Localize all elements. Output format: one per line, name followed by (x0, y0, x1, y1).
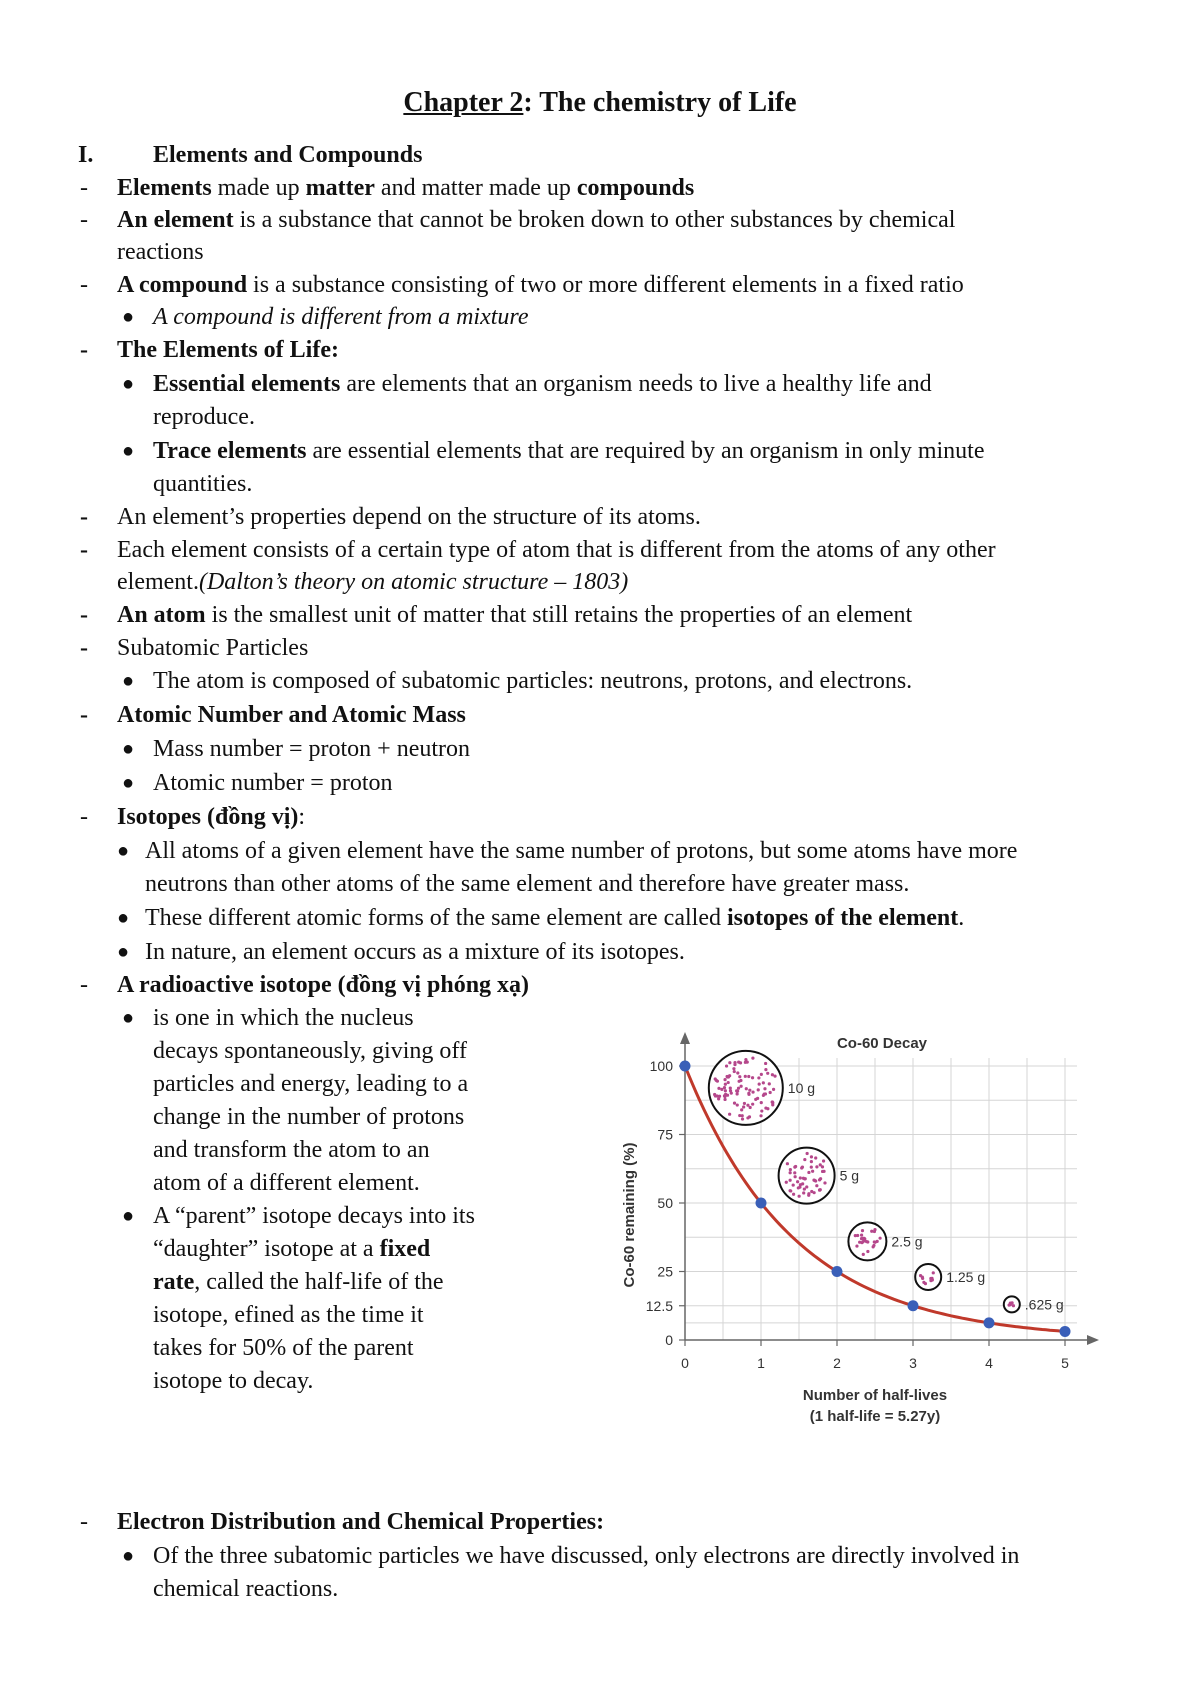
y-axis-arrow (680, 1032, 690, 1044)
sample-dot (815, 1184, 818, 1187)
sample-dot (733, 1061, 736, 1064)
bullet-nucleus-decay-line3: particles and energy, leading to a (153, 1071, 469, 1097)
sample-dot (738, 1080, 741, 1083)
x-axis-label-note: (1 half-life = 5.27y) (809, 1408, 941, 1425)
bullet-half-life-line1: A “parent” isotope decays into its (153, 1203, 475, 1229)
sample-dot (1012, 1304, 1015, 1307)
sample-dot (742, 1105, 745, 1108)
bullet-essential-elements-cont: reproduce. (153, 404, 255, 430)
dash-marker: - (80, 804, 88, 830)
bullet-marker: ● (122, 306, 135, 328)
paragraph-element-definition-cont: reactions (117, 239, 204, 265)
sample-dot (932, 1271, 935, 1274)
sample-dot (757, 1088, 760, 1091)
sample-dot (801, 1182, 804, 1185)
bullet-nucleus-decay-line6: atom of a different element. (153, 1170, 420, 1196)
data-point (756, 1198, 767, 1209)
sample-dot (760, 1109, 763, 1112)
heading-electron-distribution: Electron Distribution and Chemical Properties: (117, 1509, 605, 1535)
section-heading: Elements and Compounds (153, 142, 423, 168)
bullet-nucleus-decay-line5: and transform the atom to an (153, 1137, 430, 1163)
sample-dot (764, 1068, 767, 1071)
sample-circle (779, 1148, 859, 1204)
sample-circle (848, 1222, 922, 1260)
sample-dot (751, 1103, 754, 1106)
sample-dot (747, 1092, 750, 1095)
sample-dot (748, 1115, 751, 1118)
bullet-nucleus-decay-line1: is one in which the nucleus (153, 1005, 414, 1031)
sample-dot (733, 1070, 736, 1073)
sample-dot (751, 1090, 754, 1093)
dash-marker: - (80, 175, 88, 201)
sample-dot (810, 1160, 813, 1163)
data-point (908, 1300, 919, 1311)
bullet-half-life-line3: rate, called the half-life of the (153, 1269, 444, 1295)
sample-dot (866, 1240, 869, 1243)
sample-dot (772, 1088, 775, 1091)
paragraph-dalton: Each element consists of a certain type of atom that is different from the atoms of any other (117, 537, 996, 563)
sample-dot (740, 1085, 743, 1088)
sample-dot (860, 1234, 863, 1237)
dash-marker: - (80, 337, 88, 363)
data-point (832, 1266, 843, 1277)
sample-dot (873, 1230, 876, 1233)
sample-label: 10 g (787, 1079, 816, 1096)
dash-marker: - (80, 207, 88, 233)
paragraph-atom-definition: An atom is the smallest unit of matter that still retains the properties of an element (117, 602, 913, 628)
sample-dot (732, 1067, 735, 1070)
sample-dot (717, 1087, 720, 1090)
sample-dot (854, 1234, 857, 1237)
sample-dot (822, 1170, 825, 1173)
sample-dot (723, 1098, 726, 1101)
sample-dot (720, 1088, 723, 1091)
sample-dot (736, 1090, 739, 1093)
sample-dot (802, 1177, 805, 1180)
sample-dot (759, 1114, 762, 1117)
section-numeral: I. (78, 142, 94, 168)
sample-dot (763, 1087, 766, 1090)
sample-dot (768, 1082, 771, 1085)
sample-dot (866, 1250, 869, 1253)
sample-dot (794, 1175, 797, 1178)
paragraph-elements: Elements made up matter and matter made up compounds (117, 175, 695, 201)
sample-dot (733, 1102, 736, 1105)
sample-dot (792, 1183, 795, 1186)
bullet-nucleus-decay-line2: decays spontaneously, giving off (153, 1038, 467, 1064)
sample-dot (806, 1152, 809, 1155)
sample-dot (805, 1185, 808, 1188)
sample-dot (758, 1082, 761, 1085)
dash-marker: - (80, 537, 88, 563)
sample-label: 5 g (839, 1167, 860, 1184)
sample-dot (736, 1103, 739, 1106)
bullet-trace-elements-cont: quantities. (153, 471, 253, 497)
sample-dot (771, 1103, 774, 1106)
sample-dot (803, 1187, 806, 1190)
sample-dot (811, 1170, 814, 1173)
sample-dot (766, 1107, 769, 1110)
sample-dot (789, 1168, 792, 1171)
sample-dot (762, 1081, 765, 1084)
bullet-marker: ● (122, 670, 135, 692)
sample-dot (741, 1114, 744, 1117)
sample-dot (760, 1101, 763, 1104)
sample-dot (724, 1083, 727, 1086)
sample-dot (822, 1159, 825, 1162)
sample-dot (766, 1072, 769, 1075)
bullet-electrons-involved: Of the three subatomic particles we have discussed, only electrons are directly involved in (153, 1543, 1020, 1569)
sample-dot (789, 1171, 792, 1174)
bullet-marker: ● (117, 907, 130, 929)
dash-marker: - (80, 1509, 88, 1535)
sample-label: .625 g (1024, 1296, 1064, 1313)
bullet-half-life-line4: isotope, efined as the time it (153, 1302, 424, 1328)
sample-dot (792, 1193, 795, 1196)
sample-dot (728, 1061, 731, 1064)
sample-dot (1007, 1303, 1010, 1306)
sample-dot (729, 1089, 732, 1092)
paragraph-dalton-cont: element.(Dalton’s theory on atomic structure – 1803) (117, 569, 629, 595)
sample-dot (764, 1062, 767, 1065)
sample-dot (823, 1181, 826, 1184)
sample-dot (771, 1073, 774, 1076)
sample-dot (861, 1237, 864, 1240)
y-tick-label: 100 (649, 1058, 673, 1074)
bullet-marker: ● (122, 738, 135, 760)
sample-dot (785, 1181, 788, 1184)
sample-dot (714, 1077, 717, 1080)
x-tick-label: 5 (1061, 1355, 1069, 1371)
y-tick-label: 75 (657, 1126, 673, 1143)
dash-marker: - (80, 504, 88, 530)
sample-dot (807, 1192, 810, 1195)
sample-dot (818, 1188, 821, 1191)
bullet-mass-number: Mass number = proton + neutron (153, 736, 471, 762)
sample-dot (803, 1158, 806, 1161)
sample-dot (738, 1075, 741, 1078)
sample-dot (726, 1075, 729, 1078)
sample-dot (821, 1165, 824, 1168)
x-tick-label: 4 (985, 1355, 993, 1371)
bullet-half-life-line5: takes for 50% of the parent (153, 1335, 414, 1361)
bullet-marker: ● (122, 772, 135, 794)
bullet-marker: ● (117, 941, 130, 963)
sample-dot (789, 1179, 792, 1182)
paragraph-element-definition: An element is a substance that cannot be broken down to other substances by chemical (117, 207, 956, 233)
sample-label: 2.5 g (891, 1233, 923, 1250)
bullet-isotope-mixture: In nature, an element occurs as a mixture of its isotopes. (145, 939, 685, 965)
sample-dot (873, 1240, 876, 1243)
bullet-essential-elements: Essential elements are elements that an organism needs to live a healthy life and (153, 371, 932, 397)
heading-subatomic-particles: Subatomic Particles (117, 635, 309, 661)
sample-dot (798, 1186, 801, 1189)
dash-marker: - (80, 272, 88, 298)
sample-dot (723, 1086, 726, 1089)
sample-dot (741, 1117, 744, 1120)
sample-dot (743, 1102, 746, 1105)
sample-dot (736, 1071, 739, 1074)
sample-dot (810, 1155, 813, 1158)
sample-dot (757, 1076, 760, 1079)
x-axis-arrow (1087, 1335, 1099, 1345)
data-point (1060, 1326, 1071, 1337)
dash-marker: - (80, 602, 88, 628)
sample-dot (736, 1092, 739, 1095)
sample-dot (794, 1165, 797, 1168)
sample-dot (718, 1095, 721, 1098)
bullet-trace-elements: Trace elements are essential elements that are required by an organism in only minute (153, 438, 985, 464)
sample-dot (754, 1098, 757, 1101)
sample-dot (729, 1086, 732, 1089)
x-tick-label: 2 (833, 1355, 841, 1371)
sample-dot (769, 1091, 772, 1094)
co60-decay-chart (612, 1028, 1120, 1438)
sample-dot (717, 1097, 720, 1100)
sample-dot (810, 1165, 813, 1168)
y-tick-label: 25 (657, 1263, 673, 1280)
bullet-electrons-involved-cont: chemical reactions. (153, 1576, 339, 1602)
bullet-marker: ● (122, 373, 135, 395)
sample-label: 1.25 g (946, 1268, 986, 1285)
sample-dot (818, 1178, 821, 1181)
sample-dot (807, 1171, 810, 1174)
sample-dot (931, 1278, 934, 1281)
sample-dot (861, 1229, 864, 1232)
sample-dot (713, 1093, 716, 1096)
x-ticks (681, 1340, 1069, 1371)
sample-dot (725, 1064, 728, 1067)
bullet-isotopes-of-element: These different atomic forms of the same element are called isotopes of the element. (145, 905, 965, 931)
bullet-marker: ● (122, 1007, 135, 1029)
sample-circle (1004, 1296, 1064, 1312)
sample-dot (855, 1244, 858, 1247)
sample-circles (709, 1051, 1064, 1312)
bullet-marker: ● (122, 440, 135, 462)
heading-radioactive-isotope: A radioactive isotope (đồng vị phóng xạ) (117, 972, 530, 998)
bullet-isotopes-same-protons-cont: neutrons than other atoms of the same element and therefore have greater mass. (145, 871, 910, 897)
x-tick-label: 0 (681, 1355, 689, 1371)
sample-dot (727, 1081, 730, 1084)
y-tick-label: 50 (657, 1195, 673, 1211)
sample-dot (746, 1104, 749, 1107)
sample-dot (724, 1089, 727, 1092)
sample-dot (737, 1087, 740, 1090)
sample-circle-outline (779, 1148, 835, 1204)
sample-dot (801, 1166, 804, 1169)
sample-dot (748, 1089, 751, 1092)
y-axis-label: Co-60 remaining (%) (621, 1142, 638, 1288)
sample-dot (747, 1075, 750, 1078)
sample-dot (789, 1189, 792, 1192)
bullet-isotopes-same-protons: All atoms of a given element have the same number of protons, but some atoms have more (145, 838, 1018, 864)
sample-dot (799, 1176, 802, 1179)
heading-isotopes: Isotopes (đồng vị): (117, 804, 306, 830)
bullet-marker: ● (117, 840, 130, 862)
sample-dot (740, 1108, 743, 1111)
dash-marker: - (80, 635, 88, 661)
sample-dot (872, 1245, 875, 1248)
x-tick-label: 1 (757, 1355, 765, 1371)
chart-svg (612, 1028, 1120, 1438)
bullet-half-life-line6: isotope to decay. (153, 1368, 314, 1394)
sample-dot (922, 1281, 925, 1284)
sample-dot (878, 1237, 881, 1240)
x-tick-label: 3 (909, 1355, 917, 1371)
sample-dot (814, 1156, 817, 1159)
data-point (984, 1317, 995, 1328)
sample-dot (726, 1094, 729, 1097)
sample-dot (815, 1165, 818, 1168)
sample-dot (760, 1073, 763, 1076)
sample-dot (763, 1093, 766, 1096)
dash-marker: - (80, 972, 88, 998)
sample-dot (744, 1075, 747, 1078)
sample-dot (802, 1191, 805, 1194)
y-tick-label: 0 (665, 1332, 673, 1348)
sample-dot (771, 1100, 774, 1103)
sample-dot (813, 1191, 816, 1194)
sample-circle-outline (915, 1264, 941, 1290)
bullet-atomic-number: Atomic number = proton (153, 770, 393, 796)
sample-dot (796, 1180, 799, 1183)
sample-dot (919, 1274, 922, 1277)
y-tick-label: 12.5 (645, 1297, 673, 1314)
y-ticks (646, 1058, 685, 1348)
heading-atomic-number-mass: Atomic Number and Atomic Mass (117, 702, 466, 728)
dash-marker: - (80, 702, 88, 728)
bullet-marker: ● (122, 1545, 135, 1567)
bullet-nucleus-decay-line4: change in the number of protons (153, 1104, 465, 1130)
sample-dot (751, 1076, 754, 1079)
page-title: Chapter 2: The chemistry of Life (403, 87, 797, 118)
bullet-half-life-line2: “daughter” isotope at a fixed (153, 1236, 431, 1262)
sample-dot (749, 1106, 752, 1109)
paragraph-compound-definition: A compound is a substance consisting of two or more different elements in a fixed ratio (117, 272, 964, 298)
sample-dot (798, 1195, 801, 1198)
paragraph-properties-structure: An element’s properties depend on the structure of its atoms. (117, 504, 701, 530)
sample-dot (751, 1057, 754, 1060)
bullet-compound-mixture: A compound is different from a mixture (153, 304, 529, 330)
sample-dot (744, 1061, 747, 1064)
sample-dot (862, 1253, 865, 1256)
data-point (680, 1061, 691, 1072)
bullet-marker: ● (122, 1205, 135, 1227)
sample-dot (793, 1171, 796, 1174)
heading-elements-of-life: The Elements of Life: (117, 337, 339, 363)
sample-dot (812, 1179, 815, 1182)
chart-title: Co-60 Decay (836, 1035, 928, 1052)
sample-dot (723, 1078, 726, 1081)
sample-dot (745, 1087, 748, 1090)
sample-dot (921, 1277, 924, 1280)
sample-dot (728, 1113, 731, 1116)
x-axis-label: Number of half-lives (802, 1387, 948, 1404)
sample-dot (739, 1061, 742, 1064)
sample-dot (858, 1241, 861, 1244)
sample-circle (915, 1264, 985, 1290)
sample-dot (744, 1058, 747, 1061)
bullet-atom-composition: The atom is composed of subatomic particles: neutrons, protons, and electrons. (153, 668, 913, 694)
sample-dot (786, 1162, 789, 1165)
